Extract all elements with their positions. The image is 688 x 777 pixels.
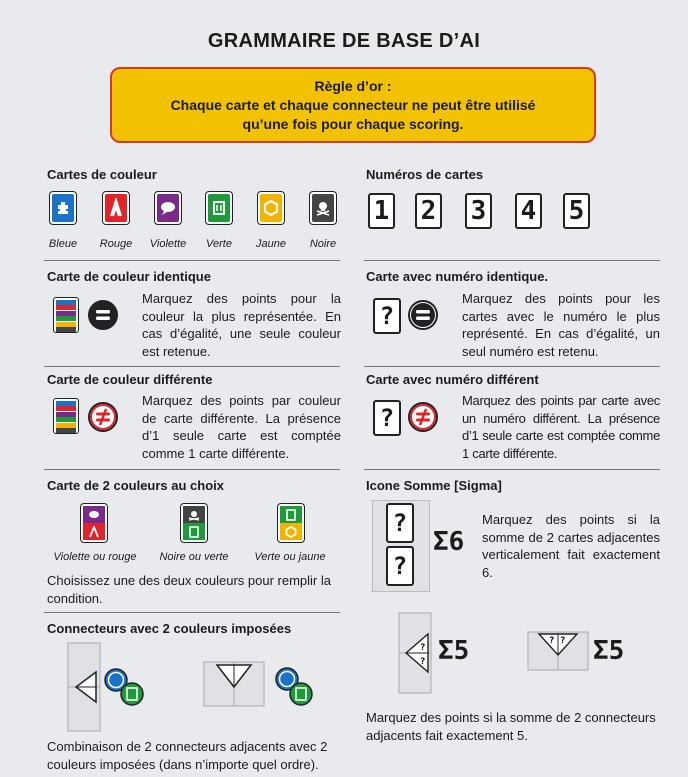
hexagon-icon (280, 523, 302, 540)
sigma-text-2: Marquez des points si la somme de 2 connecteurs adjacents fait exactement 5. (366, 710, 656, 743)
number-card-5: 5 (563, 193, 590, 229)
vertical-connector-icon (66, 642, 156, 734)
diff-color-text: Marquez des points par couleur de carte différente. La présence d’1 seule carte est comptée comme 1 carte différente. (142, 393, 341, 461)
two-colors-label-2: Noire ou verte (159, 551, 229, 563)
svg-text:?: ? (560, 636, 566, 646)
number-card-1: 1 (368, 193, 395, 229)
connectors-title: Connecteurs avec 2 couleurs imposées (47, 621, 292, 636)
horizontal-connector-icon (203, 661, 323, 711)
divider (364, 260, 660, 261)
card-green-label: Verte (206, 238, 232, 250)
card-yellow (257, 191, 285, 225)
two-colors-text: Choisissez une des deux couleurs pour remplir la condition. (47, 573, 331, 606)
sum-5-icon: Σ5 (438, 636, 470, 666)
golden-rule-line1: Chaque carte et chaque connecteur ne peut être utilisé (170, 97, 536, 113)
number-card-4: 4 (515, 193, 542, 229)
same-number-text: Marquez des points pour les cartes avec le numéro le plus représenté. En cas d’égalité, un seul numéro est retenu. (462, 291, 660, 359)
diff-color-title: Carte de couleur différente (47, 372, 213, 387)
golden-rule-line2: qu’une fois pour chaque scoring. (242, 116, 464, 132)
divider (364, 366, 660, 367)
sigma-text: Marquez des points si la somme de 2 cartes adjacentes verticalement fait exactement 6. (482, 512, 660, 580)
sum-6-icon: Σ6 (433, 527, 465, 557)
card-purple-label: Violette (149, 238, 187, 250)
skull-icon (312, 194, 334, 222)
multicolor-card-icon (53, 297, 79, 333)
question-card: ? (373, 400, 401, 436)
svg-text:?: ? (420, 657, 426, 667)
number-card-3: 3 (465, 193, 492, 229)
tools-icon (83, 523, 105, 540)
puzzle-icon (52, 194, 74, 222)
divider (44, 260, 340, 261)
sigma-title: Icone Somme [Sigma] (366, 478, 502, 493)
multicolor-card-icon (53, 398, 79, 434)
card-red (102, 191, 130, 225)
card-purple (154, 191, 182, 225)
connectors-text: Combinaison de 2 connecteurs adjacents avec 2 couleurs imposées (dans n’importe quel ordre). (47, 739, 328, 772)
number-cards-title: Numéros de cartes (366, 167, 484, 182)
speech-icon (157, 194, 179, 222)
tools-icon (105, 194, 127, 222)
card-black-label: Noire (309, 238, 337, 250)
sum-5-icon: Σ5 (593, 636, 625, 666)
golden-rule-box (110, 67, 596, 143)
question-card: ? (386, 546, 414, 586)
card-green-or-yellow (277, 503, 305, 543)
two-colors-title: Carte de 2 couleurs au choix (47, 478, 225, 493)
card-black-or-green (180, 503, 208, 543)
not-equal-icon (88, 402, 118, 432)
not-equal-icon (408, 402, 438, 432)
divider (44, 612, 340, 613)
document-icon (183, 523, 205, 540)
card-yellow-label: Jaune (256, 238, 286, 250)
card-purple-or-red (80, 503, 108, 543)
divider (44, 469, 340, 470)
card-blue-label: Bleue (48, 238, 78, 250)
svg-text:?: ? (549, 636, 555, 646)
card-red-label: Rouge (99, 238, 133, 250)
svg-text:?: ? (420, 643, 426, 653)
equal-icon (88, 300, 118, 330)
hexagon-icon (260, 194, 282, 222)
number-card-2: 2 (415, 193, 442, 229)
question-card: ? (373, 298, 401, 334)
golden-rule-heading: Règle d’or : (314, 78, 392, 94)
page-title: GRAMMAIRE DE BASE D’AI (207, 30, 481, 52)
question-card: ? (386, 503, 414, 543)
divider (44, 366, 340, 367)
two-colors-label-3: Verte ou jaune (254, 551, 326, 563)
document-icon (208, 194, 230, 222)
card-green (205, 191, 233, 225)
horizontal-connector-sum-icon (527, 631, 589, 673)
card-blue (49, 191, 77, 225)
divider (364, 469, 660, 470)
two-colors-label-1: Violette ou rouge (53, 551, 137, 563)
same-color-text: Marquez des points pour la couleur la plus représentée. En cas d’égalité, une seule couleur est retenue. (142, 291, 341, 359)
vertical-connector-sum-icon (398, 612, 434, 696)
same-number-title: Carte avec numéro identique. (366, 269, 549, 284)
skull-icon (183, 506, 205, 523)
diff-number-title: Carte avec numéro différent (366, 372, 539, 387)
document-icon (280, 506, 302, 523)
color-cards-title: Cartes de couleur (47, 167, 157, 182)
equal-icon (408, 300, 438, 330)
same-color-title: Carte de couleur identique (47, 269, 211, 284)
diff-number-text: Marquez des points par carte avec un numéro différent. La présence d’1 seule carte est comptée comme 1 carte différente. (462, 393, 660, 461)
speech-icon (83, 506, 105, 523)
card-black (309, 191, 337, 225)
